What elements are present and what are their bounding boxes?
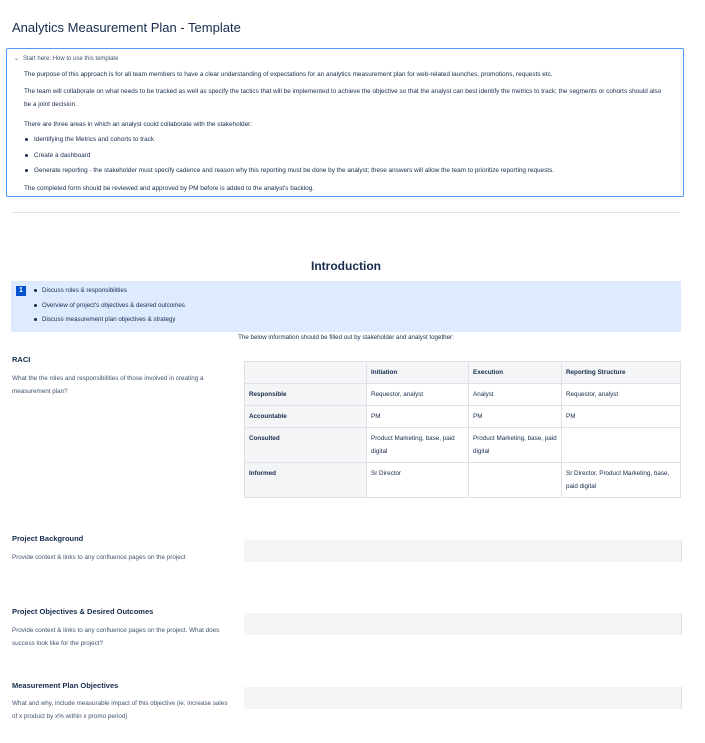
- table-cell[interactable]: Analyst: [469, 384, 562, 406]
- row-header: Accountable: [245, 406, 367, 428]
- table-header-row: [245, 362, 681, 384]
- table-cell[interactable]: [469, 463, 562, 498]
- measurement-objectives-description: What and why, include measurable impact of this objective (ie. increase sales of x product by x% within x promo period): [12, 700, 228, 720]
- row-header: Informed: [245, 463, 367, 498]
- table-cell[interactable]: Product Marketing, base, paid digital: [367, 428, 469, 463]
- table-cell[interactable]: PM: [562, 406, 681, 428]
- table-row: [245, 406, 681, 428]
- bullet-dot: [34, 289, 37, 292]
- list-item: [34, 287, 127, 294]
- instruction-note: The below information should be filled out by stakeholder and analyst together:: [238, 334, 454, 341]
- table-cell[interactable]: Requestor, analyst: [562, 384, 681, 406]
- table-cell[interactable]: PM: [367, 406, 469, 428]
- list-item: [25, 136, 154, 143]
- list-item-text: Generate reporting - the stakeholder must specify cadence and reason why this reporting must be done by the analyst; these answers will allow the team to prioritize reporting requests.: [34, 167, 555, 174]
- project-background-input[interactable]: [244, 540, 682, 562]
- list-item-text: Discuss roles & responsibilities: [42, 287, 127, 294]
- expand-title[interactable]: Start here: How to use this template: [23, 55, 119, 62]
- table-cell[interactable]: Sr Director: [367, 463, 469, 498]
- page-title: Analytics Measurement Plan - Template: [12, 20, 241, 35]
- raci-table: [244, 361, 681, 498]
- raci-description: What the the roles and responsibilities of those involved in creating a measurement plan?: [12, 375, 204, 395]
- table-header-cell: Reporting Structure: [562, 362, 681, 384]
- table-cell[interactable]: [562, 428, 681, 463]
- list-item-text: Create a dashboard: [34, 152, 91, 159]
- table-header-cell: Initiation: [367, 362, 469, 384]
- list-item: [25, 167, 554, 174]
- table-row: [245, 384, 681, 406]
- project-objectives-description: Provide context & links to any confluence pages on the project. What does success look like for the project?: [12, 627, 220, 647]
- expand-closing: The completed form should be reviewed and approved by PM before is added to the analyst's backlog.: [24, 185, 315, 192]
- table-header-cell: Execution: [469, 362, 562, 384]
- row-header: Consulted: [245, 428, 367, 463]
- bullet-dot: [25, 169, 28, 172]
- introduction-heading: Introduction: [311, 259, 381, 273]
- list-item: [34, 316, 175, 323]
- table-row: [245, 428, 681, 463]
- expand-paragraph: The purpose of this approach is for all team members to have a clear understanding of expectations for an analytics measurement plan for web-related launches, promotions, requests etc.: [24, 71, 553, 78]
- expand-paragraph: There are three areas in which an analyst could collaborate with the stakeholder:: [24, 121, 253, 128]
- measurement-objectives-input[interactable]: [244, 687, 682, 709]
- list-item: [25, 152, 91, 159]
- expand-header[interactable]: [14, 55, 118, 62]
- project-background-title: Project Background: [12, 534, 84, 543]
- chevron-down-icon[interactable]: ⌄: [14, 56, 20, 62]
- bullet-dot: [34, 304, 37, 307]
- list-item-text: Discuss measurement plan objectives & strategy: [42, 316, 176, 323]
- table-cell[interactable]: Requestor, analyst: [367, 384, 469, 406]
- divider: [12, 212, 680, 213]
- info-panel: [11, 281, 681, 332]
- project-objectives-title: Project Objectives & Desired Outcomes: [12, 607, 154, 616]
- table-cell[interactable]: PM: [469, 406, 562, 428]
- table-cell[interactable]: Product Marketing, base, paid digital: [469, 428, 562, 463]
- bullet-dot: [25, 154, 28, 157]
- bullet-dot: [34, 318, 37, 321]
- raci-title: RACI: [12, 355, 31, 364]
- table-cell[interactable]: Sr Director, Product Marketing, base, paid digital: [562, 463, 681, 498]
- row-header: Responsible: [245, 384, 367, 406]
- list-item-text: Overview of project's objectives & desired outcomes: [42, 302, 185, 309]
- expand-paragraph: The team will collaborate on what needs to be tracked as well as specify the tactics that will be implemented to achieve the objective so that the analyst can best identify the metrics to track; the segments or cohorts should also be a joint decision.: [24, 88, 662, 108]
- number-one-icon: 1: [16, 286, 26, 296]
- measurement-objectives-title: Measurement Plan Objectives: [12, 681, 119, 690]
- how-to-expand[interactable]: [6, 48, 684, 197]
- project-background-description: Provide context & links to any confluence pages on the project: [12, 554, 186, 561]
- list-item: [34, 302, 185, 309]
- project-objectives-input[interactable]: [244, 613, 682, 635]
- bullet-dot: [25, 138, 28, 141]
- list-item-text: Identifying the Metrics and cohorts to track: [34, 136, 155, 143]
- table-row: [245, 463, 681, 498]
- table-header-cell: [245, 362, 367, 384]
